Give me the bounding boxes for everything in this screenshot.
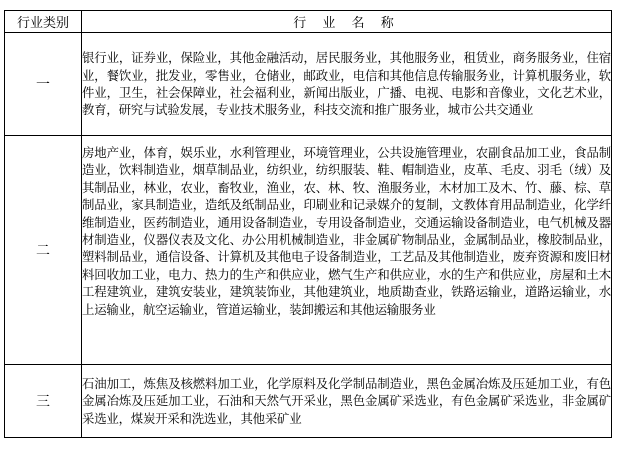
industry-category-table	[4, 10, 612, 438]
category-cell: 三	[5, 365, 82, 438]
table-row	[5, 33, 612, 136]
table-row	[5, 136, 612, 365]
industry-names-cell: 石油加工，炼焦及核燃料加工业，化学原料及化学制品制造业，黑色金属冶炼及压延加工业，有色金属冶炼及压延加工业，石油和天然气开采业，黑色金属矿采选业，有色金属矿采选业，非金属矿采选业，煤炭开采和洗选业，其他采矿业	[82, 365, 612, 438]
category-cell: 二	[5, 136, 82, 365]
header-industry-names: 行 业 名 称	[82, 11, 612, 33]
industry-names-cell: 房地产业，体育，娱乐业，水利管理业，环境管理业，公共设施管理业，农副食品加工业，食品制造业，饮料制造业，烟草制品业，纺织业，纺织服装、鞋、帽制造业，皮革、毛皮、羽毛（绒）及其制品业，林业，农业，畜牧业，渔业，农、林、牧、渔服务业，木材加工及木、竹、藤、棕、草制品业，家具制造业，造纸及纸制品业，印刷业和记录媒介的复制，文教体育用品制造业，化学纤维制造业，医药制造业，通用设备制造业，专用设备制造业，交通运输设备制造业，电气机械及器材制造业，仪器仪表及文化、办公用机械制造业，非金属矿物制品业，金属制品业，橡胶制品业，塑料制品业，通信设备、计算机及其他电子设备制造业，工艺品及其他制造业，废弃资源和废旧材料回收加工业，电力、热力的生产和供应业，燃气生产和供应业，水的生产和供应业，房屋和土木工程建筑业，建筑安装业，建筑装饰业，其他建筑业，地质勘查业，铁路运输业，道路运输业，水上运输业，航空运输业，管道运输业，装卸搬运和其他运输服务业	[82, 136, 612, 365]
header-industry-category: 行业类别	[5, 11, 82, 33]
industry-names-cell: 银行业，证券业，保险业，其他金融活动，居民服务业，其他服务业，租赁业，商务服务业，住宿业，餐饮业，批发业，零售业，仓储业，邮政业，电信和其他信息传输服务业，计算机服务业，软件业，卫生，社会保障业，社会福利业，新闻出版业，广播、电视、电影和音像业，文化艺术业，教育，研究与试验发展，专业技术服务业，科技交流和推广服务业，城市公共交通业	[82, 33, 612, 136]
table-row	[5, 365, 612, 438]
category-cell: 一	[5, 33, 82, 136]
table-header-row	[5, 11, 612, 33]
